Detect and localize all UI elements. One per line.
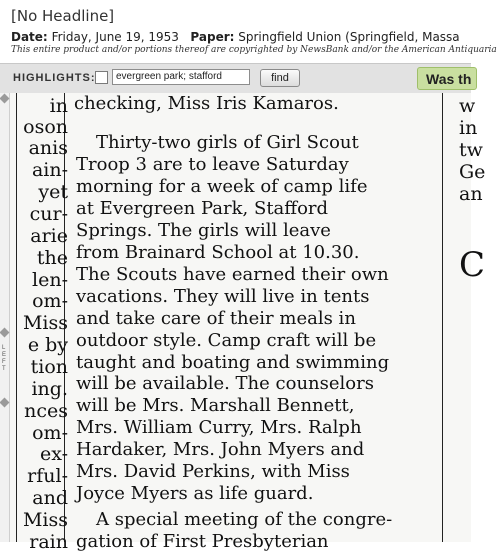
article-text-line: Troop 3 are to leave Saturday — [76, 154, 349, 175]
left-column-word: cur- — [29, 203, 68, 225]
newspaper-image-viewer[interactable] — [0, 93, 486, 553]
right-column-word: in — [459, 117, 478, 139]
collapse-arrow-icon[interactable] — [0, 94, 9, 104]
article-text-line: Thirty-two girls of Girl Scout — [96, 132, 359, 153]
left-panel-label: L E F T — [2, 345, 7, 372]
left-column-word: e by — [27, 334, 68, 356]
highlights-label: HIGHLIGHTS: — [13, 72, 96, 84]
left-column-word: oson — [23, 116, 68, 138]
article-text-line: and take care of their meals in — [76, 308, 356, 329]
article-text-line: taught and boating and swimming — [76, 352, 390, 373]
left-page-panel[interactable] — [0, 93, 10, 542]
article-text-line: morning for a week of camp life — [76, 176, 368, 197]
left-column-fragment — [20, 93, 72, 553]
article-meta — [11, 30, 460, 44]
right-column-word: Ge — [459, 161, 486, 183]
highlights-search-input[interactable]: evergreen park; stafford — [112, 69, 250, 85]
left-column-word: tion — [30, 356, 68, 378]
article-column — [74, 93, 450, 552]
article-text-line: will be available. The counselors — [76, 373, 374, 394]
article-text-line: will be Mrs. Marshall Bennett, — [76, 395, 355, 416]
article-text-line: Springs. The girls will leave — [76, 220, 331, 241]
article-text-line: A special meeting of the congre- — [96, 509, 393, 530]
left-column-word: and — [32, 487, 68, 509]
was-this-helpful-button[interactable]: Was th — [417, 67, 477, 90]
date-value: Friday, June 19, 1953 — [51, 30, 179, 44]
article-text-line: outdoor style. Camp craft will be — [76, 330, 377, 351]
article-text-line: vacations. They will live in tents — [76, 286, 370, 307]
paper-value: Springfield Union (Springfield, Massa — [238, 30, 460, 44]
left-column-word: anis — [28, 137, 68, 159]
left-column-word: arie — [30, 225, 68, 247]
article-text-line: Joyce Myers as life guard. — [76, 483, 314, 504]
left-column-word: yet — [38, 181, 68, 203]
right-column-word: tw — [459, 139, 483, 161]
paper-label: Paper: — [190, 30, 235, 44]
newspaper-scan — [10, 93, 486, 553]
article-text-line: The Scouts have earned their own — [76, 264, 389, 285]
right-column-word: w — [459, 95, 476, 117]
left-column-word: Miss — [22, 312, 68, 334]
left-column-word: rful- — [27, 465, 68, 487]
left-column-word: ain- — [31, 159, 68, 181]
left-column-word: om- — [32, 290, 68, 312]
article-text-line: at Evergreen Park, Stafford — [76, 198, 329, 219]
left-arrow-icon[interactable] — [0, 328, 9, 338]
left-arrow-bottom-icon[interactable] — [0, 398, 9, 408]
article-text-line: Mrs. David Perkins, with Miss — [76, 461, 350, 482]
left-column-word: nces — [24, 400, 68, 422]
article-text-line: gation of First Presbyterian — [76, 531, 329, 552]
left-column-word: om- — [32, 422, 68, 444]
highlights-toolbar — [0, 63, 471, 94]
right-column-word: an — [459, 183, 483, 205]
article-text-line: from Brainard School at 10.30. — [76, 242, 360, 263]
left-column-word: Miss — [22, 509, 68, 531]
copyright-notice: This entire product and/or portions thereof are copyrighted by NewsBank and/or the American Antiquaria — [11, 45, 497, 55]
find-button[interactable]: find — [260, 69, 300, 87]
left-column-word: ex- — [39, 443, 68, 465]
left-column-word: ing. — [31, 378, 68, 400]
article-header — [0, 0, 497, 62]
left-column-word: the — [36, 247, 68, 269]
left-column-word: in — [49, 95, 68, 117]
left-column-word: len- — [32, 269, 68, 291]
right-column-fragment — [453, 93, 486, 542]
date-label: Date: — [11, 30, 48, 44]
article-text-line: Hardaker, Mrs. John Myers and — [76, 439, 365, 460]
article-headline: [No Headline] — [11, 7, 115, 25]
right-column-word: C — [459, 245, 486, 285]
highlights-checkbox[interactable] — [95, 71, 108, 84]
left-column-word: rain — [29, 531, 68, 553]
column-rule — [16, 93, 17, 542]
article-text-line: Mrs. William Curry, Mrs. Ralph — [76, 417, 362, 438]
article-text-line: checking, Miss Iris Kamaros. — [74, 93, 339, 114]
